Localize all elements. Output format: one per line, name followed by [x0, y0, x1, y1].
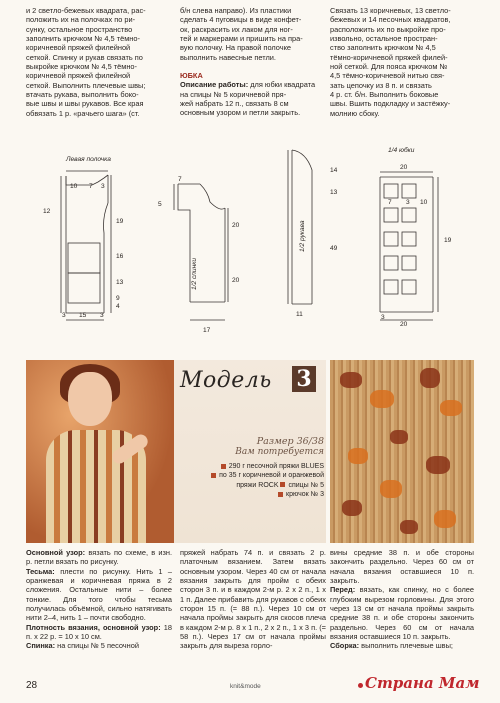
text-line: тей и маркерами и пришить на пра- [180, 34, 303, 44]
dim-label: 19 [444, 237, 452, 244]
text-column-2 [180, 6, 326, 118]
bottom-column-1: Основной узор: вязать по схеме, в изн. р. петли вязать по рисунку. Тесьма: плести по рисунку. Нить 1 – оранжевая и коричневая пряжа в 2 сложения. Остальные нити – более тонкие. Для того чтобы тесьма получилась объёмной, сильно натягивать нити 2–4, нить 1 – почти свободно. Плотность вязания, основной узор: 18 п. х 22 р. = 10 х 10 см. Спинка: на спицы № 5 песочной [26, 548, 173, 651]
model-info-panel [174, 360, 326, 543]
model-band [26, 360, 474, 543]
text-column-3 [330, 6, 474, 118]
text-line: коричневой пряжей филейной [26, 43, 131, 53]
skirt-heading: ЮБКА [180, 71, 203, 81]
text-line: бежевых и 14 песочных квадратов, [330, 15, 451, 25]
dim-label: 3 [406, 199, 410, 206]
dim-label: 20 [400, 321, 408, 328]
text-line: выполнить навесные петли. [180, 52, 276, 62]
text-line: швы. Вшить подкладку и застёжку- [330, 99, 451, 109]
text-line: б/н слева направо). Из пластики [180, 6, 292, 15]
schematic-left-shelf [36, 148, 151, 333]
text-column-1 [26, 6, 166, 118]
dim-label: 20 [232, 277, 240, 284]
bullet-square-icon [221, 464, 226, 469]
dim-label: 3 [62, 312, 66, 319]
text-line: Связать 13 коричневых, 13 светло- [330, 6, 451, 15]
dim-label: 10 [70, 183, 78, 190]
size-label: Размер 36/38 [256, 436, 324, 447]
text-line: заполнить крючком № 4,5 тёмно- [26, 34, 140, 44]
shelf-label: Левая полочка [66, 156, 111, 163]
text-line: 4,5 тёмно-коричневой нитью свя- [330, 71, 445, 81]
text-line: расположить их по выкройке про- [330, 24, 446, 34]
dim-label: 17 [203, 327, 211, 334]
dim-label: 7 [89, 183, 93, 190]
dim-label: 11 [296, 311, 303, 318]
dim-label: 15 [79, 312, 87, 319]
text-line: ство заполнить крючком № 4,5 [330, 43, 436, 53]
text-line: извольно, остальное простран- [330, 34, 438, 44]
text-line: сеткой. Выполнить плечевые швы; [26, 80, 146, 90]
text-line: выкройке крючком № 4,5 тёмно- [26, 62, 137, 72]
dim-label: 3 [100, 312, 104, 319]
text-line: основным узором и петли закрыть. [180, 108, 301, 118]
watermark: Страна Мам [358, 674, 479, 692]
model-number: 3 [292, 366, 316, 392]
schematic-half-sleeve [270, 142, 350, 322]
bullet-square-icon [211, 473, 216, 478]
skirt-label: 1/4 юбки [388, 147, 415, 154]
bottom-column-3: вины средние 38 п. и обе стороны закончить раздельно. Через 60 см от начала вязания оставшиеся 10 п. закрыть. Перед: вязать, как спинку, но с более глубоким вырезом горловины. Для этого через 13 см от начала проймы закрыть средние 38 п. и обе стороны закончить раздельно. Через 60 см от начала вязания оставшиеся 10 п. закрыть. Сборка: выполнить плечевые швы; [330, 548, 474, 651]
dim-label: 12 [43, 208, 51, 215]
size-block [214, 436, 324, 460]
text-line: обвязать 1 р. «рачьего шага» (ст. [26, 108, 140, 118]
text-line: для юбки квадрата [250, 80, 316, 90]
dim-label: 14 [330, 167, 338, 174]
knit-closeup-photo [330, 360, 474, 543]
material-item: пряжи ROCK спицы № 5 [236, 481, 324, 489]
dim-label: 16 [116, 253, 124, 260]
text-line: втачать рукава, выполнить боко- [26, 90, 139, 100]
dim-label: 5 [158, 201, 162, 208]
schematic-half-back [150, 172, 260, 342]
text-line: 4 р. ст. б/н. Выполнить боковые [330, 90, 439, 100]
watermark-dot-icon [358, 683, 363, 688]
dim-label: 20 [400, 164, 408, 171]
text-line: и 2 светло-бежевых квадрата, рас- [26, 6, 146, 15]
back-label: 1/2 спинки [191, 258, 198, 290]
dim-label: 9 [116, 295, 120, 302]
text-line: тёмно-коричневой пряжей филей- [330, 52, 448, 62]
dim-label: 49 [330, 245, 338, 252]
dim-label: 3 [381, 314, 385, 321]
text-line: ной сеткой. Для пояса крючком № [330, 62, 448, 72]
material-item: 290 г песочной пряжи BLUES [184, 462, 324, 471]
text-line: на спицы № 5 коричневой пря- [180, 89, 287, 99]
bullet-square-icon [278, 492, 283, 497]
dim-label: 20 [232, 222, 240, 229]
schematic-quarter-skirt [368, 142, 478, 327]
model-photo [26, 360, 174, 543]
sleeve-label: 1/2 рукава [299, 220, 306, 252]
dim-label: 10 [420, 199, 428, 206]
dim-label: 7 [388, 199, 392, 206]
need-label: Вам потребуется [235, 447, 324, 457]
dim-label: 3 [101, 183, 105, 190]
text-line: положить их на полочках по ри- [26, 15, 136, 25]
text-line: жей набрать 12 п., связать 8 см [180, 99, 289, 109]
model-title [180, 366, 314, 394]
page-number: 28 [26, 680, 38, 691]
brand-footer: knit&mode [230, 683, 261, 690]
dim-label: 4 [116, 303, 120, 310]
text-line: коричневой пряжей филейной [26, 71, 131, 81]
model-label: Модель [180, 368, 272, 393]
text-line: вую полочку. На правой полочке [180, 43, 292, 53]
dim-label: 13 [330, 189, 338, 196]
dim-label: 13 [116, 279, 124, 286]
bottom-column-2: пряжей набрать 74 п. и связать 2 р. платочным вязанием. Затем вязать основным узором. Через 40 см от начала вязания закрыть для пройм с обеих сторон 3 п. и в каждом 2-м р. 2 х 2 п., 1 х 1 п. Далее прибавить для рукавов с обеих сторон 15 п. (= 88 п.). Через 10 см от начала проймы закрыть для скосов плеча в каждом 2-м р. 8 х 1 п., 2 х 2 п., 1 х 3 п. (= 58 п.). Через 17 см от начала проймы закрыть для выреза горло- [180, 548, 326, 651]
text-line: сделать 4 пуговицы в виде конфет- [180, 15, 302, 25]
materials-list [184, 462, 324, 499]
bullet-square-icon [280, 482, 285, 487]
text-line: молнию сбоку. [330, 108, 380, 118]
material-item: крючок № 3 [184, 490, 324, 499]
text-line: сеткой. Спинку и рукав связать по [26, 52, 143, 62]
text-line: ок, раскрасить их лаком для ног- [180, 24, 293, 34]
text-line: вые швы и швы рукавов. Все края [26, 99, 144, 109]
skirt-work-label: Описание работы: [180, 80, 249, 90]
material-item: по 35 г коричневой и оранжевой [184, 471, 324, 480]
text-line: сунку, остальное пространство [26, 24, 133, 34]
dim-label: 7 [178, 176, 182, 183]
dim-label: 19 [116, 218, 124, 225]
text-line: зать цепочку из 8 п. и связать [330, 80, 432, 90]
